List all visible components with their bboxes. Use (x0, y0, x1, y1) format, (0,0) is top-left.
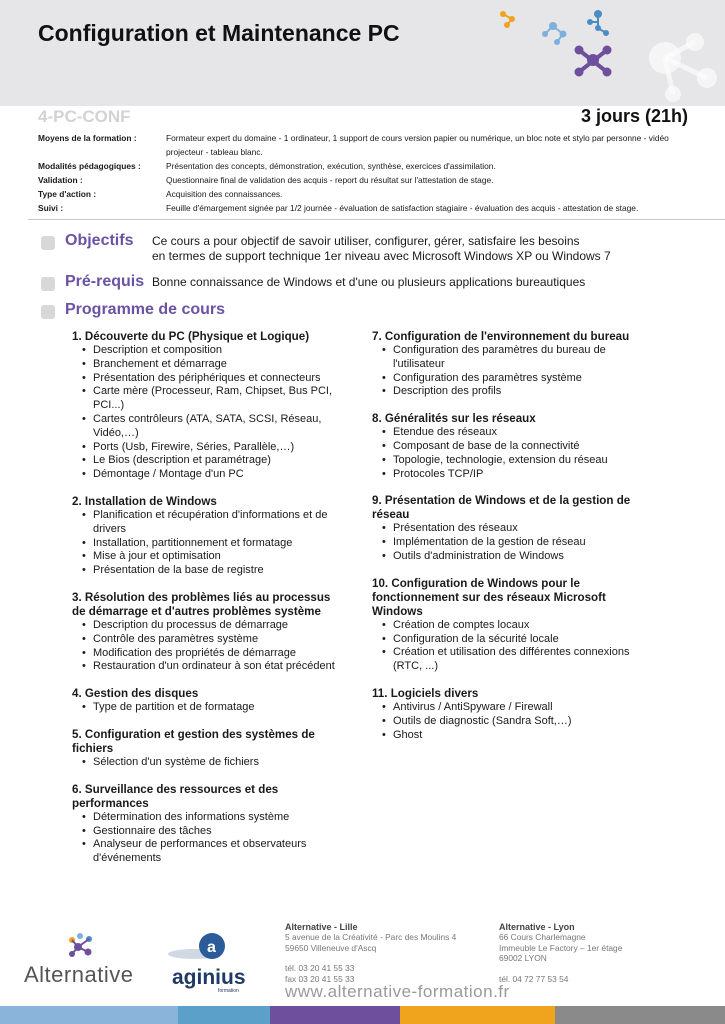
color-bar-segment (555, 1006, 725, 1024)
address-lyon (499, 922, 622, 984)
prerequis-bullet-icon (41, 277, 55, 291)
course-code: 4-PC-CONF (38, 107, 131, 126)
program-module (72, 495, 342, 578)
list-item: • Présentation des périphériques et connecteurs (82, 372, 342, 386)
info-label: Validation : (38, 175, 83, 185)
footer-color-bar (0, 1006, 725, 1024)
address-lyon-title: Alternative - Lyon (499, 922, 575, 932)
program-module (72, 330, 342, 482)
info-value: Formateur expert du domaine - 1 ordinateur, 1 support de cours version papier ou numérique, un bloc note et stylo par personne - vidéo projecteur - tableau blanc. (166, 133, 669, 157)
module-items (72, 344, 342, 482)
program-module (372, 687, 642, 742)
list-item: • Présentation de la base de registre (82, 564, 342, 578)
list-item: • Modification des propriétés de démarrage (82, 647, 342, 661)
phone-number: tél. 03 20 41 55 33 (285, 963, 355, 974)
list-item: • Composant de base de la connectivité (382, 440, 642, 454)
module-items (372, 701, 642, 742)
module-title: 8. Généralités sur les réseaux (372, 412, 536, 426)
list-item: • Outils de diagnostic (Sandra Soft,…) (382, 715, 642, 729)
module-title: 11. Logiciels divers (372, 686, 479, 700)
program-column-left (72, 330, 342, 879)
program-module (372, 330, 642, 399)
aginius-logo-icon (166, 930, 226, 966)
list-item: • Analyseur de performances et observateurs d'événements (82, 838, 342, 866)
program-module (372, 494, 642, 563)
list-item: • Topologie, technologie, extension du réseau (382, 454, 642, 468)
module-title: 3. Résolution des problèmes liés au processus de démarrage et d'autres problèmes système (72, 590, 331, 618)
alternative-logo-text: Alternative (24, 962, 134, 987)
info-value: Acquisition des connaissances. (166, 189, 283, 199)
color-bar-segment (178, 1006, 270, 1024)
phone-number: tél. 04 72 77 53 54 (499, 973, 569, 984)
program-module (72, 783, 342, 866)
svg-text:a: a (207, 939, 216, 956)
info-value: Présentation des concepts, démonstration, exécution, synthèse, exercices d'assimilation. (166, 161, 496, 171)
programme-bullet-icon (41, 305, 55, 319)
website-link[interactable]: www.alternative-formation.fr (285, 982, 510, 1001)
info-label: Suivi : (38, 203, 64, 213)
module-title: 2. Installation de Windows (72, 494, 217, 508)
module-items (372, 344, 642, 399)
list-item: • Présentation des réseaux (382, 522, 642, 536)
list-item: • Le Bios (description et paramétrage) (82, 454, 342, 468)
list-item: • Configuration des paramètres du bureau de l'utilisateur (382, 344, 642, 372)
list-item: • Branchement et démarrage (82, 358, 342, 372)
objectifs-text-line: Ce cours a pour objectif de savoir utiliser, configurer, gérer, satisfaire les besoins (152, 234, 580, 248)
module-items (372, 619, 642, 674)
course-code-row (38, 106, 688, 128)
aginius-logo-subtext: formation (218, 988, 239, 994)
list-item: • Configuration des paramètres système (382, 372, 642, 386)
color-bar-segment (400, 1006, 555, 1024)
molecule-decoration-icon (485, 0, 725, 106)
list-item: • Configuration de la sécurité locale (382, 633, 642, 647)
objectifs-title: Objectifs (65, 232, 134, 249)
program-module (372, 412, 642, 481)
color-bar-segment (0, 1006, 178, 1024)
list-item: • Mise à jour et optimisation (82, 550, 342, 564)
module-title: 4. Gestion des disques (72, 687, 199, 701)
address-line: Immeuble Le Factory – 1er étage (499, 942, 623, 953)
module-title: 7. Configuration de l'environnement du bureau (372, 330, 630, 343)
color-bar-segment (270, 1006, 400, 1024)
module-items (72, 619, 342, 674)
list-item: • Contrôle des paramètres système (82, 633, 342, 647)
info-table (38, 131, 688, 215)
list-item: • Type de partition et de formatage (82, 701, 342, 715)
program-module (72, 687, 342, 715)
module-title: 1. Découverte du PC (Physique et Logique) (72, 330, 310, 343)
module-items (372, 426, 642, 481)
module-items (72, 701, 342, 715)
address-lille (285, 922, 456, 984)
list-item: • Outils d'administration de Windows (382, 550, 642, 564)
info-value: Feuille d'émargement signée par 1/2 journée - évaluation de satisfaction stagiaire - évaluation des acquis - attestation de stage. (166, 203, 639, 213)
list-item: • Création et utilisation des différentes connexions (RTC, ...) (382, 646, 642, 674)
aginius-logo-text: aginius (172, 966, 246, 989)
program-module (372, 577, 642, 674)
list-item: • Description et composition (82, 344, 342, 358)
module-title: 5. Configuration et gestion des systèmes de fichiers (72, 727, 315, 755)
info-row (38, 159, 688, 173)
list-item: • Sélection d'un système de fichiers (82, 756, 342, 770)
info-row (38, 201, 688, 215)
list-item: • Description des profils (382, 385, 642, 399)
info-row (38, 173, 688, 187)
list-item: • Restauration d'un ordinateur à son état précédent (82, 660, 342, 674)
address-line: 5 avenue de la Créativité - Parc des Moulins 4 (285, 932, 457, 943)
objectifs-text (152, 234, 712, 263)
course-duration: 3 jours (21h) (580, 106, 688, 126)
fax-number: fax 03 20 41 55 33 (285, 973, 355, 984)
list-item: • Détermination des informations système (82, 811, 342, 825)
program-module (72, 728, 342, 770)
list-item: • Installation, partitionnement et formatage (82, 537, 342, 551)
module-title: 9. Présentation de Windows et de la gestion de réseau (372, 494, 631, 522)
info-label: Type d'action : (38, 189, 97, 199)
list-item: • Description du processus de démarrage (82, 619, 342, 633)
list-item: • Ports (Usb, Firewire, Séries, Parallèle,…) (82, 441, 342, 455)
info-value: Questionnaire final de validation des acquis - report du résultat sur l'attestation de stage. (166, 175, 494, 185)
prerequis-title: Pré-requis (65, 273, 145, 290)
prerequis-text: Bonne connaissance de Windows et d'une ou plusieurs applications bureautiques (152, 275, 586, 289)
list-item: • Protocoles TCP/IP (382, 468, 642, 482)
module-items (372, 522, 642, 563)
objectifs-text-line: en termes de support technique 1er niveau avec Microsoft Windows XP ou Windows 7 (152, 248, 611, 263)
list-item: • Planification et récupération d'informations et de drivers (82, 509, 342, 537)
list-item: • Démontage / Montage d'un PC (82, 468, 342, 482)
list-item: • Cartes contrôleurs (ATA, SATA, SCSI, Réseau, Vidéo,…) (82, 413, 342, 441)
list-item: • Gestionnaire des tâches (82, 825, 342, 839)
info-label: Modalités pédagogiques : (38, 161, 141, 171)
list-item: • Implémentation de la gestion de réseau (382, 536, 642, 550)
page-title: Configuration et Maintenance PC (38, 20, 400, 46)
programme-title: Programme de cours (65, 301, 226, 318)
module-title: 10. Configuration de Windows pour le fonctionnement sur des réseaux Microsoft Windows (372, 576, 606, 618)
address-line: 69002 LYON (499, 953, 547, 964)
list-item: • Ghost (382, 729, 642, 743)
aginius-logo (166, 930, 256, 992)
list-item: • Création de comptes locaux (382, 619, 642, 633)
module-items (72, 811, 342, 866)
divider (28, 219, 725, 220)
list-item: • Antivirus / AntiSpyware / Firewall (382, 701, 642, 715)
header-band (0, 0, 725, 106)
alternative-logo-icon (64, 930, 104, 964)
module-items (72, 756, 342, 770)
address-line: 66 Cours Charlemagne (499, 932, 586, 943)
program-column-right (372, 330, 642, 755)
info-row (38, 187, 688, 201)
list-item: • Carte mère (Processeur, Ram, Chipset, Bus PCI, PCI...) (82, 385, 342, 413)
alternative-logo (24, 930, 148, 990)
info-label: Moyens de la formation : (38, 133, 137, 143)
program-module (72, 591, 342, 674)
list-item: • Etendue des réseaux (382, 426, 642, 440)
info-row (38, 131, 688, 159)
module-items (72, 509, 342, 578)
objectifs-bullet-icon (41, 236, 55, 250)
address-lille-title: Alternative - Lille (285, 922, 358, 932)
address-line: 59650 Villeneuve d'Ascq (285, 942, 377, 953)
module-title: 6. Surveillance des ressources et des performances (72, 782, 279, 810)
